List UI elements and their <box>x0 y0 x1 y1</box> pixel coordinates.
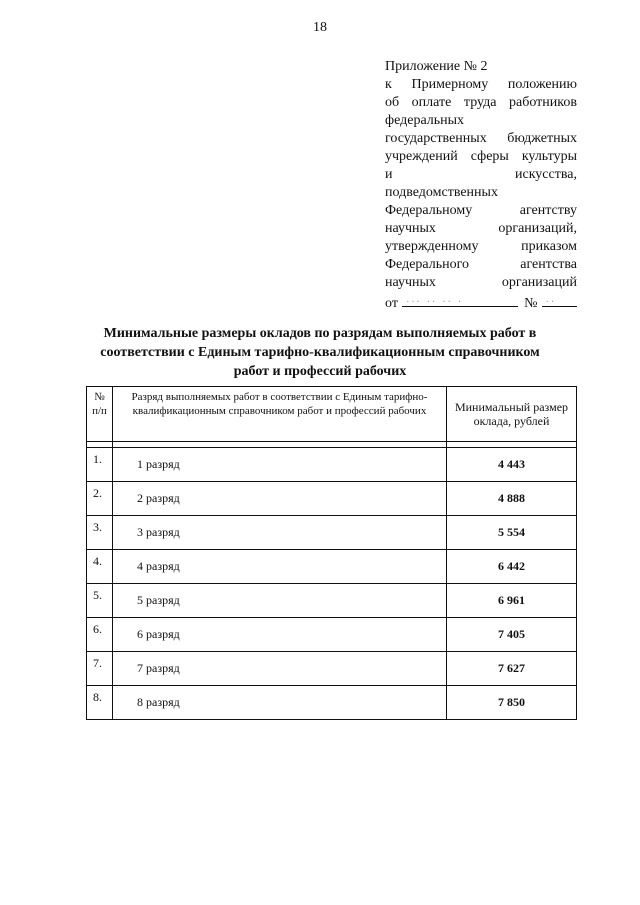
grade-cell: 7 разряд <box>113 652 447 686</box>
appendix-lines <box>385 58 577 292</box>
row-number-cell: 6. <box>87 618 113 652</box>
appendix-line: утвержденному приказом <box>385 239 577 254</box>
header-salary: Минимальный размер оклада, рублей <box>447 387 577 442</box>
salary-cell: 7 850 <box>447 686 577 720</box>
grade-cell: 1 разряд <box>113 448 447 482</box>
appendix-line: государственных бюджетных <box>385 131 577 146</box>
appendix-block <box>385 58 577 313</box>
row-number-cell: 2. <box>87 482 113 516</box>
appendix-line: к Примерному положению <box>385 77 577 92</box>
appendix-line: об оплате труда работников <box>385 95 577 110</box>
grade-cell: 4 разряд <box>113 550 447 584</box>
row-number-cell: 8. <box>87 686 113 720</box>
salary-cell: 6 961 <box>447 584 577 618</box>
order-date-field: ··· ·· ·· · <box>402 292 518 307</box>
appendix-line: подведомственных <box>385 185 498 200</box>
row-number-cell: 5. <box>87 584 113 618</box>
document-title <box>60 324 580 381</box>
table-row <box>87 550 577 584</box>
title-line: Минимальные размеры окладов по разрядам выполняемых работ в <box>103 326 537 341</box>
order-number-field: ·· <box>542 292 577 307</box>
table-row <box>87 584 577 618</box>
row-number-cell: 7. <box>87 652 113 686</box>
order-date-number-row <box>385 292 577 313</box>
row-number-cell: 4. <box>87 550 113 584</box>
grade-cell: 3 разряд <box>113 516 447 550</box>
grade-cell: 6 разряд <box>113 618 447 652</box>
grade-cell: 2 разряд <box>113 482 447 516</box>
appendix-line: и искусства, <box>385 167 577 182</box>
table-body <box>87 448 577 720</box>
appendix-line: учреждений сферы культуры <box>385 149 577 164</box>
table-header-row <box>87 387 577 442</box>
from-label: от <box>385 296 398 311</box>
grade-cell: 8 разряд <box>113 686 447 720</box>
header-grade: Разряд выполняемых работ в соответствии с Единым тарифно-квалификационным справочником работ и профессий рабочих <box>113 387 447 442</box>
appendix-line: Федерального агентства <box>385 257 577 272</box>
appendix-line: федеральных <box>385 113 465 128</box>
salary-cell: 5 554 <box>447 516 577 550</box>
row-number-cell: 1. <box>87 448 113 482</box>
salary-cell: 4 443 <box>447 448 577 482</box>
salary-cell: 7 405 <box>447 618 577 652</box>
table-row <box>87 686 577 720</box>
table-row <box>87 448 577 482</box>
title-line: работ и профессий рабочих <box>233 364 407 379</box>
table-row <box>87 482 577 516</box>
salary-cell: 4 888 <box>447 482 577 516</box>
appendix-line: Федеральному агентству <box>385 203 577 218</box>
table-row <box>87 516 577 550</box>
header-number: № п/п <box>87 387 113 442</box>
appendix-line: научных организаций <box>385 275 577 290</box>
salary-table <box>86 386 577 720</box>
grade-cell: 5 разряд <box>113 584 447 618</box>
number-label: № <box>524 296 538 311</box>
table-row <box>87 652 577 686</box>
table-row <box>87 618 577 652</box>
row-number-cell: 3. <box>87 516 113 550</box>
salary-cell: 6 442 <box>447 550 577 584</box>
salary-cell: 7 627 <box>447 652 577 686</box>
title-line: соответствии с Единым тарифно-квалификационным справочником <box>100 345 540 360</box>
page-number: 18 <box>313 20 327 35</box>
appendix-line: научных организаций, <box>385 221 577 236</box>
appendix-line: Приложение № 2 <box>385 59 488 74</box>
